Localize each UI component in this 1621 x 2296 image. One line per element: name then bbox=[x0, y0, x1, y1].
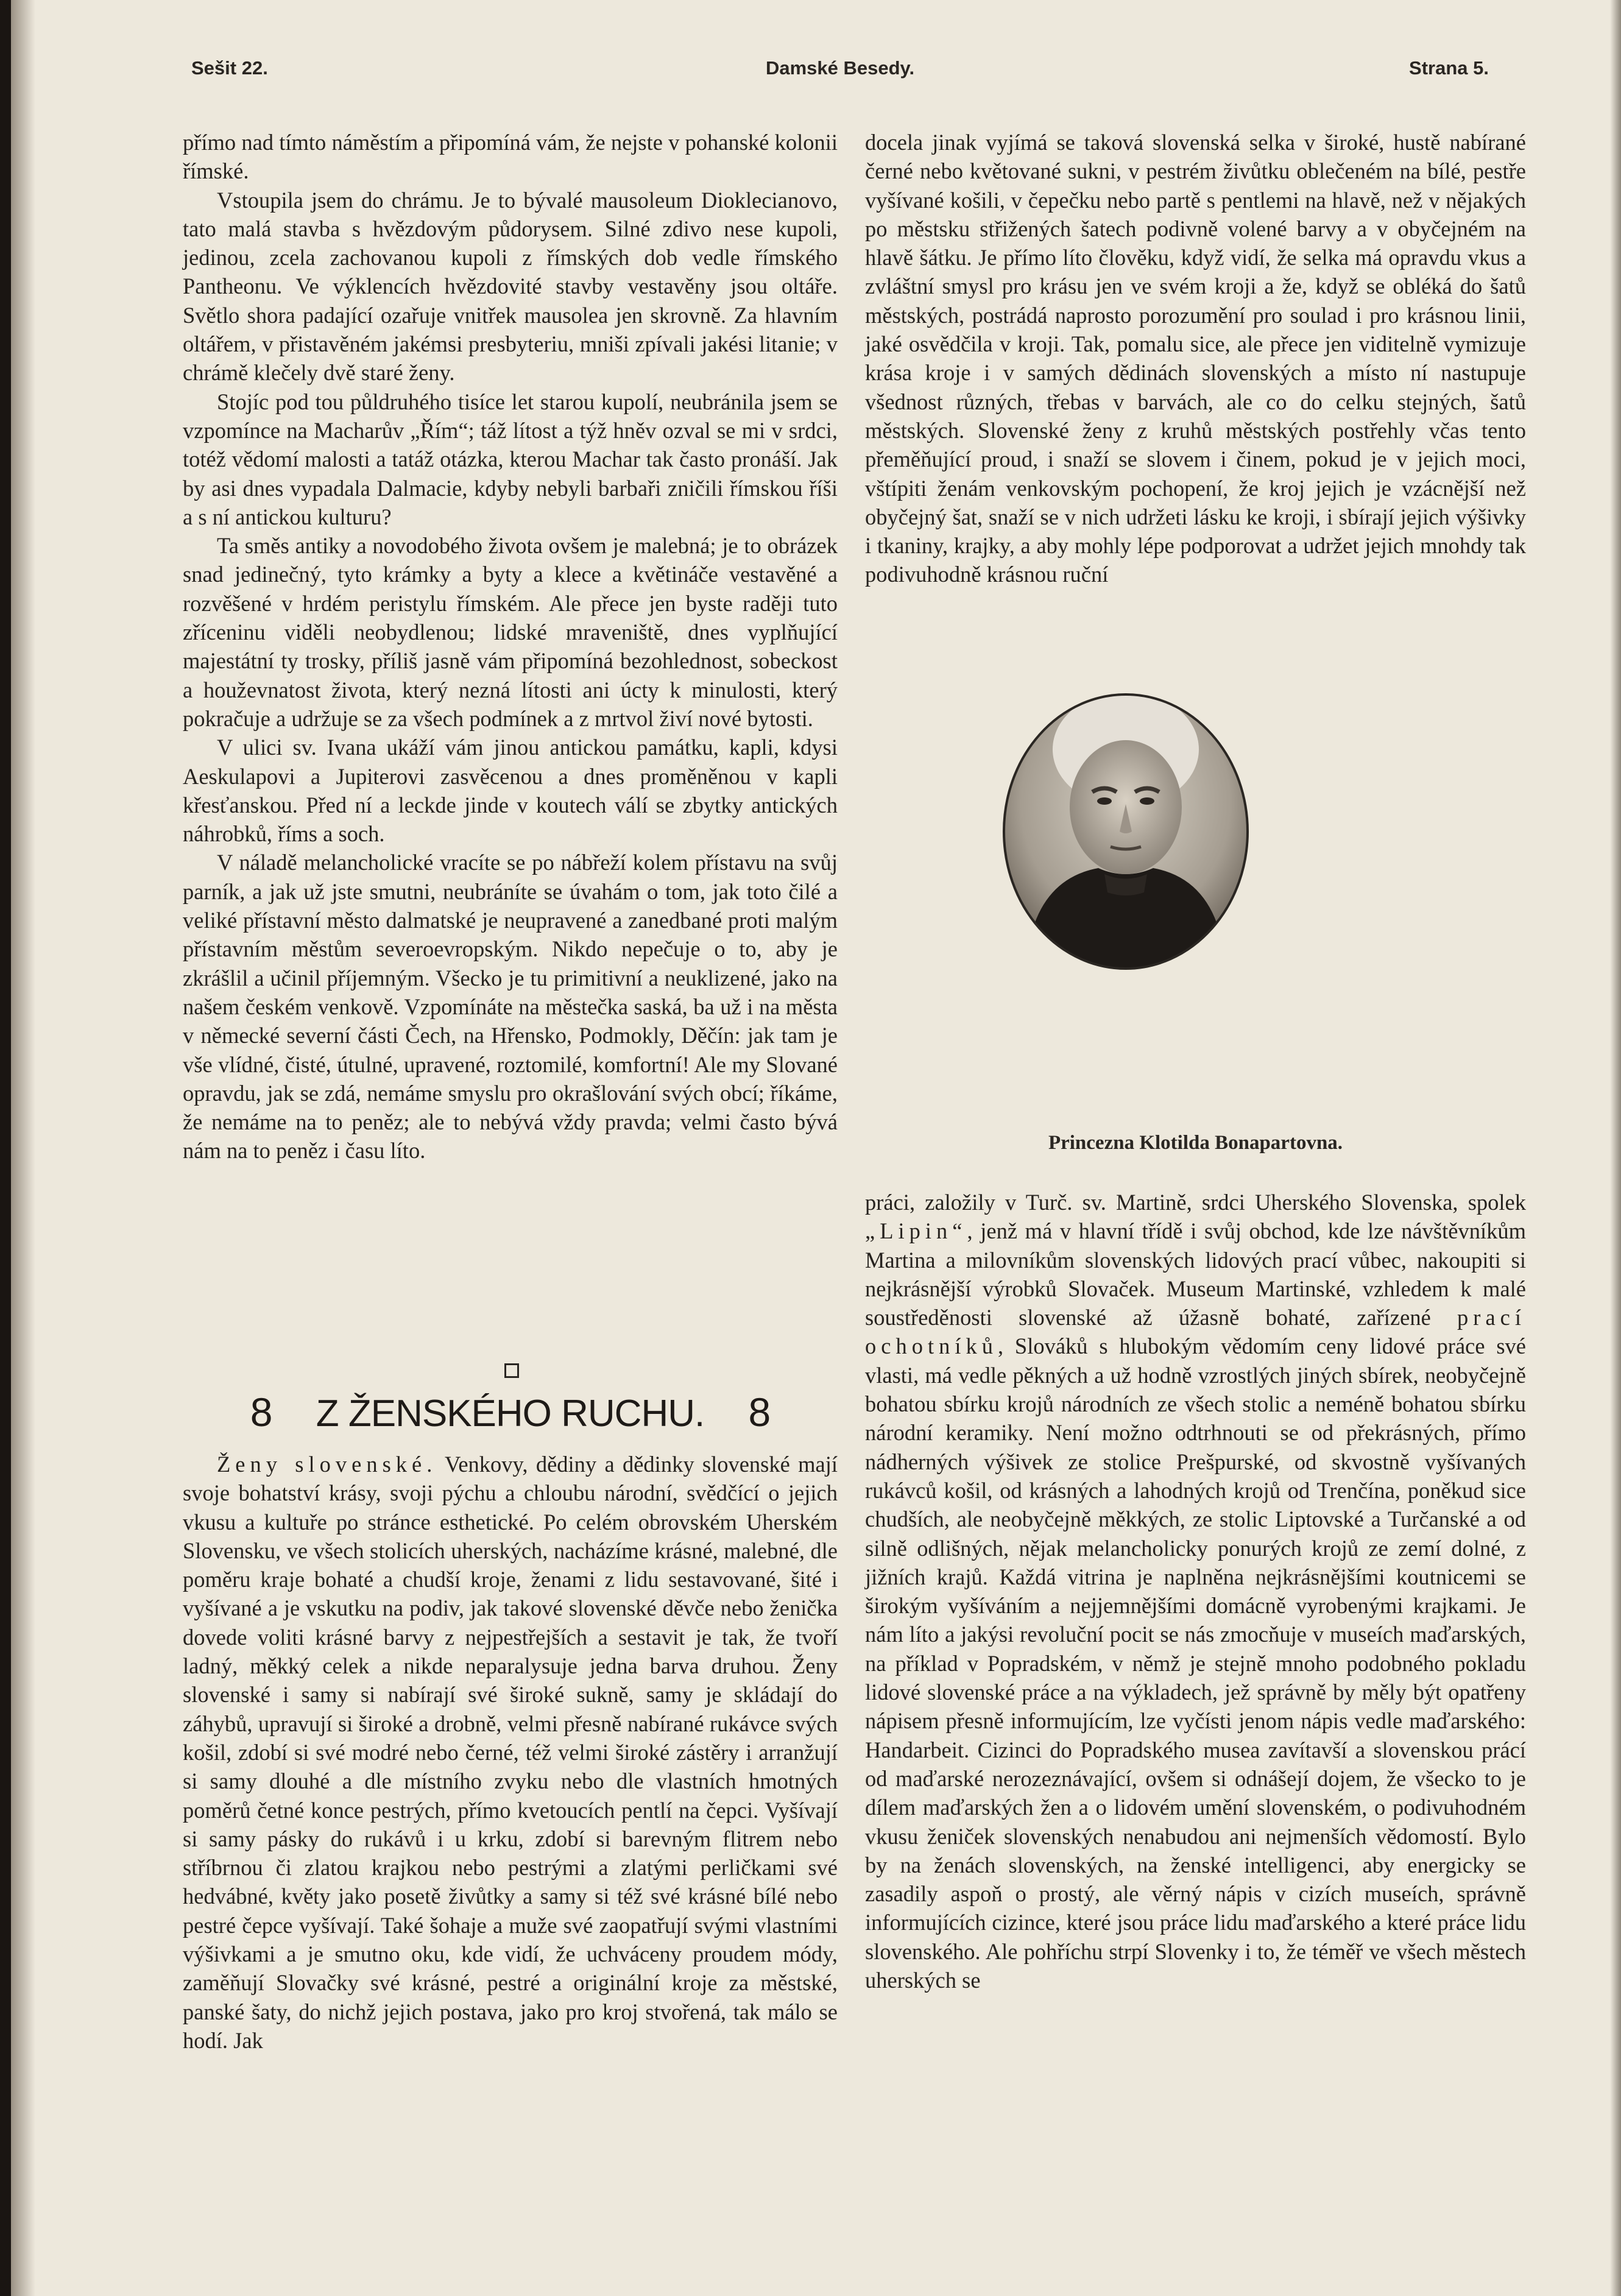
ornament-icon: 8 bbox=[748, 1390, 771, 1435]
paragraph bbox=[865, 1188, 1526, 1994]
association-name: „Lipin“ bbox=[865, 1218, 967, 1244]
paragraph: přímo nad tímto náměstím a připomíná vám, že nejste v pohanské kolonii římské. bbox=[183, 130, 838, 184]
issue-number: Sešit 22. bbox=[191, 57, 268, 79]
running-header bbox=[191, 57, 1489, 88]
section-title: Z ŽENSKÉHO RUCHU. bbox=[316, 1393, 705, 1435]
magazine-title: Damské Besedy. bbox=[765, 57, 915, 79]
spaced-phrase: prací ochotníků bbox=[865, 1305, 1526, 1359]
paragraph: V ulici sv. Ivana ukáží vám jinou antickou památku, kapli, kdysi Aeskulapovi a Jupiterovi zasvěcenou a dnes proměněnou v kapli křesťanskou. Před ní a leckde jinde v koutech válí se zbytky antických náhrobků, říms a soch. bbox=[183, 735, 838, 847]
paragraph: Stojíc pod tou půldruhého tisíce let starou kupolí, neubránila jsem se vzpomínce na Macharův „Řím“; táž lítost a týž hněv ozval se mi v srdci, totéž vědomí malosti a tatáž otázka, kterou Machar tak často pronáší. Jak by asi dnes vypadala Dalmacie, kdyby nebyli barbaři zničili římskou říši a s ní antickou kulturu? bbox=[183, 389, 838, 529]
section-heading bbox=[183, 1389, 838, 1450]
section-text: Venkovy, dědiny a dědinky slovenské mají svoje bohatství krásy, svoji pýchu a chloubu národní, svědčící o jejich vkusu a kultuře po stránce esthetické. Po celém obrovském Uherském Slovensku, ve všech stolicích uherských, nacházíme krásné, malebné, dle poměru kraje bohaté a chudší kroje, ženami z lidu sestavované, šité i vyšívané a je vskutku na podiv, jak takové slovenské děvče nebo ženička dovede voliti krásné barvy z nejpestřejších a sestavit je tak, že tvoří ladný, měkký celek a nikde neparalysuje jedna barva druhou. Ženy slovenské i samy si nabírají své široké sukně, samy je skládají do záhybů, upravují si široké a drobně, velmi přesně nabírané rukávce svých košil, zdobí si své modré nebo černé, též velmi široké zástěry i arranžují si samy dlouhé a dle místního zvyku nebo dle vlastních hmotných poměrů četné konce pestrých, přímo kvetoucích pentlí na čepci. Vyšívají si samy pásky do rukávů i u krku, zdobí si barevným flitrem nebo stříbrnou či zlatou krajkou nebo pestrými a zlatými perličkami své hedvábné, květy jako posetě živůtky a samy si též své krásné bílé nebo pestré čepce vyšívají. Také šohaje a muže své zaopatřují svými vlastními výšivkami a je smutno oku, kde vidí, že uchváceny proudem módy, zaměňují Slovačky své krásné, pestré a originální kroje za městské, panské šaty, do nichž jejich postava, jako pro kroj stvořená, tak málo se hodí. Jak bbox=[183, 1452, 838, 2053]
right-column-top bbox=[865, 128, 1526, 589]
text-segment: , Slováků s hlubokým vědomím ceny lidové práce své vlasti, má vedle pěkných a už hodně vzrostlých jiných sbírek, neobyčejně bohatou sbírku krojů národních ze všech stolic a neméně bohatou sbírku národní keramiky. Není možno odtrhnouti se od překrásných, přímo nádherných výšivek ze stolice Prešpurské, od skvostně vyšívaných rukávců košil, od krásných a lahodných krojů od Trenčína, poněkud sice chudších, ale neobyčejně měkkých, ze stolic Liptovské a Turčanské a od silně odlišných, nějak melancholicky ponurých krojů ze zemí dolné, z jižních krajů. Každá vitrina je naplněna nejkrásnějšími koutnicemi se širokým vyšíváním a nejjemnějšími domácně vyrobenými krajkami. Je nám líto a jakýsi revoluční pocit se nás zmocňuje v museích maďarských, na příklad v Popradském, v němž je stejně mnoho podobného pokladu lidové slovenské práce a na výkladech, jež správně by měly být opatřeny nápisem přesně informujícím, lze vyčísti jenom nápis vedle maďarského: Handarbeit. Cizinci do Popradského musea zavítavší a slovenskou prácí od maďarské nerozeznávající, ovšem si odnášejí dojem, že všecko to je dílem maďarských žen a o lidovém umění slovenském, o podivuhodném vkusu ženiček slovenských nenabudou ani nejmenších vědomostí. Bylo by na ženách slovenských, na ženské intelligenci, aby energicky se zasadily aspoň o prostý, ale věrný nápis v cizích museích, správně informujících cizince, které jsou práce lidu maďarského a které práce lidu slovenského. Ale pohříchu strpí Slovenky i to, že téměř ve všech městech uherských se bbox=[865, 1333, 1526, 1993]
page-number: Strana 5. bbox=[1409, 57, 1489, 79]
paragraph: Vstoupila jsem do chrámu. Je to bývalé mausoleum Dioklecianovo, tato malá stavba s hvězdovým půdorysem. Silné zdivo nese kupoli, jedinou, zcela zachovanou kupoli z římských dob vedle římského Pantheonu. Ve výklencích hvězdovité stavby vestavěny jsou oltáře. Světlo shora padající ozařuje vnitřek mausolea jen skrovně. Za hlavním oltářem, v přistavěném jakémsi presbyteriu, mniši zpívali jakési litanie; v chrámě klečely dvě staré ženy. bbox=[183, 187, 838, 386]
page-edge-shadow bbox=[1610, 0, 1621, 2296]
paragraph: docela jinak vyjímá se taková slovenská selka v široké, hustě nabírané černé nebo květované sukni, v pestrém živůtku oblečeném na bílé, pestře vyšívané košili, v čepečku nebo partě s pentlemi na hlavě, než v nějakých po městsku střižených šatech podivně volené barvy a v obyčejném na hlavě šátku. Je přímo líto člověku, když vidí, že selka má opravdu vkus a zvláštní smysl pro krásu jen ve svém kroji a že, když se obléká do šatů městských, postrádá naprosto porozumění pro soulad i pro krásnou linii, jaké osvědčila v kroji. Tak, pomalu sice, ale přece jen viditelně vymizuje krása kroje i v samých dědinách slovenských a místo ní nastupuje všednost různých, třebas v barvách, ale co do celku stejných, šatů městských. Slovenské ženy z kruhů městských postřehly včas tento přeměňující proud, i snaží se slovem i činem, pokud je v jejich moci, vštípiti ženám venkovským pochopení, že kroj jejich je vzácnější než obyčejný šat, snaží se v nich udržeti lásku ke kroji, i sbírají jejich výšivky i tkaniny, krajky, a aby mohly lépe podporovat a udržet jejich mnohdy tak podivuhodně krásnou ruční bbox=[865, 130, 1526, 587]
portrait-photo-icon bbox=[1001, 691, 1251, 972]
ornament-icon: 8 bbox=[250, 1390, 272, 1435]
portrait-caption: Princezna Klotilda Bonapartovna. bbox=[1048, 1132, 1343, 1154]
paragraph bbox=[183, 1450, 838, 2055]
paragraph: Ta směs antiky a novodobého života ovšem je malebná; je to obrázek snad jedinečný, tyto krámky a byty a klece a květináče vestavěné a rozvěšené v hrdém peristylu římském. Ale přece jen byste raději tuto zříceninu viděli neobydlenou; lidské mraveniště, dnes vyplňující majestátní ty trosky, příliš jasně vám připomíná bezohlednost, sobeckost a houževnatost života, který nezná lítosti ani úcty k minulosti, který pokračuje a udržuje se za všech podmínek a z mrtvol živí nové bytosti. bbox=[183, 533, 838, 731]
text-segment: práci, založily v Turč. sv. Martině, srdci Uherského Slovenska, spolek bbox=[865, 1190, 1526, 1215]
paragraph: V náladě melancholické vracíte se po nábřeží kolem přístavu na svůj parník, a jak už jste smutni, neubráníte se úvahám o tom, jak toto čilé a veliké přístavní město dalmatské je neupravené a zanedbané proti malým přístavním městům severoevropským. Nikdo nepečuje o to, aby je zkrášlil a učinil příjemným. Všecko je tu primitivní a neuklizené, jako na našem českém venkově. Vzpomínáte na městečka saská, ba už i na města v německé severní části Čech, na Hřensko, Podmokly, Děčín: jak tam je vše vlídné, čisté, útulné, upravené, roztomilé, komfortní! Ale my Slované opravdu, jak se zdá, nemáme smyslu pro okrašlování svých obcí; říkáme, že nemáme na to peněz; ale to nebývá vždy pravda; velmi často bývá nám na to peněz i času líto. bbox=[183, 850, 838, 1164]
magazine-page bbox=[11, 0, 1621, 2296]
text-segment: , jenž má v hlavní třídě i svůj obchod, kde lze návštěvníkům Martina a milovníkům slovenských lidových prací vůbec, nakoupiti si nejkrásnější výrobků Slovaček. Museum Martinské, vzhledem k malé soustředěnosti slovenské až úžasně bohaté, zařízené bbox=[865, 1218, 1526, 1330]
left-column bbox=[183, 128, 838, 1165]
section-divider-square bbox=[504, 1363, 519, 1378]
portrait-frame bbox=[1001, 691, 1251, 1124]
section-body bbox=[183, 1450, 838, 2055]
lead-spaced-text: Ženy slovenské. bbox=[217, 1452, 437, 1477]
right-column-bottom bbox=[865, 1188, 1526, 1994]
binding-gutter-shadow bbox=[11, 0, 35, 2296]
